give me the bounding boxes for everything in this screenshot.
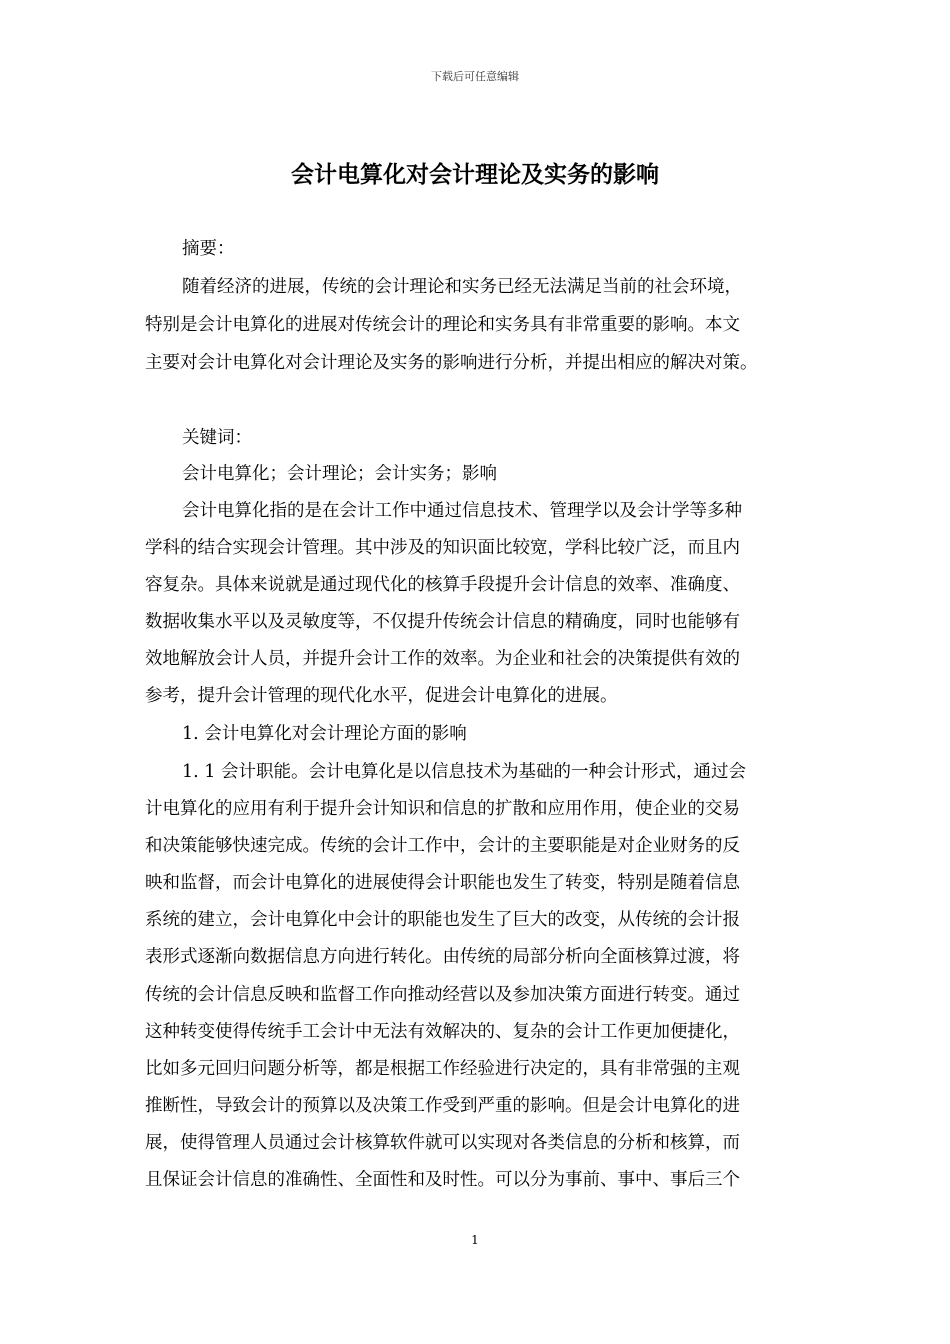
intro-line: 参考，提升会计管理的现代化水平，促进会计电算化的进展。	[145, 686, 618, 706]
page-number: 1	[471, 1233, 479, 1247]
abstract-line: 特别是会计电算化的进展对传统会计的理论和实务具有非常重要的影响。本文	[145, 315, 740, 335]
section-line: 推断性，导致会计的预算以及决策工作受到严重的影响。但是会计电算化的进	[145, 1096, 740, 1116]
intro-line: 会计电算化指的是在会计工作中通过信息技术、管理学以及会计学等多种	[182, 501, 742, 521]
section-line: 1. 1 会计职能。会计电算化是以信息技术为基础的一种会计形式，通过会	[182, 762, 746, 782]
section-line: 展，使得管理人员通过会计核算软件就可以实现对各类信息的分析和核算，而	[145, 1133, 740, 1153]
abstract-line: 随着经济的进展，传统的会计理论和实务已经无法满足当前的社会环境，	[182, 277, 742, 297]
abstract-label: 摘要：	[182, 239, 235, 259]
intro-line: 效地解放会计人员，并提升会计工作的效率。为企业和社会的决策提供有效的	[145, 649, 740, 669]
section-line: 比如多元回归问题分析等，都是根据工作经验进行决定的，具有非常强的主观	[145, 1059, 740, 1079]
section-line: 且保证会计信息的准确性、全面性和及时性。可以分为事前、事中、事后三个	[145, 1170, 740, 1190]
abstract-line: 主要对会计电算化对会计理论及实务的影响进行分析，并提出相应的解决对策。	[145, 353, 758, 373]
section-line: 表形式逐渐向数据信息方向进行转化。由传统的局部分析向全面核算过渡，将	[145, 947, 740, 967]
section-line: 映和监督，而会计电算化的进展使得会计职能也发生了转变，特别是随着信息	[145, 873, 740, 893]
page-header: 下载后可任意编辑	[431, 70, 519, 83]
section-line: 系统的建立，会计电算化中会计的职能也发生了巨大的改变，从传统的会计报	[145, 910, 740, 930]
section-line: 和决策能够快速完成。传统的会计工作中，会计的主要职能是对企业财务的反	[145, 836, 740, 856]
section-heading: 1. 会计电算化对会计理论方面的影响	[182, 724, 467, 744]
section-line: 传统的会计信息反映和监督工作向推动经营以及参加决策方面进行转变。通过	[145, 985, 740, 1005]
section-line: 计电算化的应用有利于提升会计知识和信息的扩散和应用作用，使企业的交易	[145, 799, 740, 819]
document-title: 会计电算化对会计理论及实务的影响	[291, 161, 659, 188]
keywords-label: 关键词：	[182, 428, 252, 448]
intro-line: 容复杂。具体来说就是通过现代化的核算手段提升会计信息的效率、准确度、	[145, 575, 740, 595]
keywords-list: 会计电算化；会计理论；会计实务；影响	[182, 464, 497, 484]
intro-line: 数据收集水平以及灵敏度等，不仅提升传统会计信息的精确度，同时也能够有	[145, 612, 740, 632]
intro-line: 学科的结合实现会计管理。其中涉及的知识面比较宽，学科比较广泛，而且内	[145, 538, 740, 558]
section-line: 这种转变使得传统手工会计中无法有效解决的、复杂的会计工作更加便捷化，	[145, 1022, 740, 1042]
